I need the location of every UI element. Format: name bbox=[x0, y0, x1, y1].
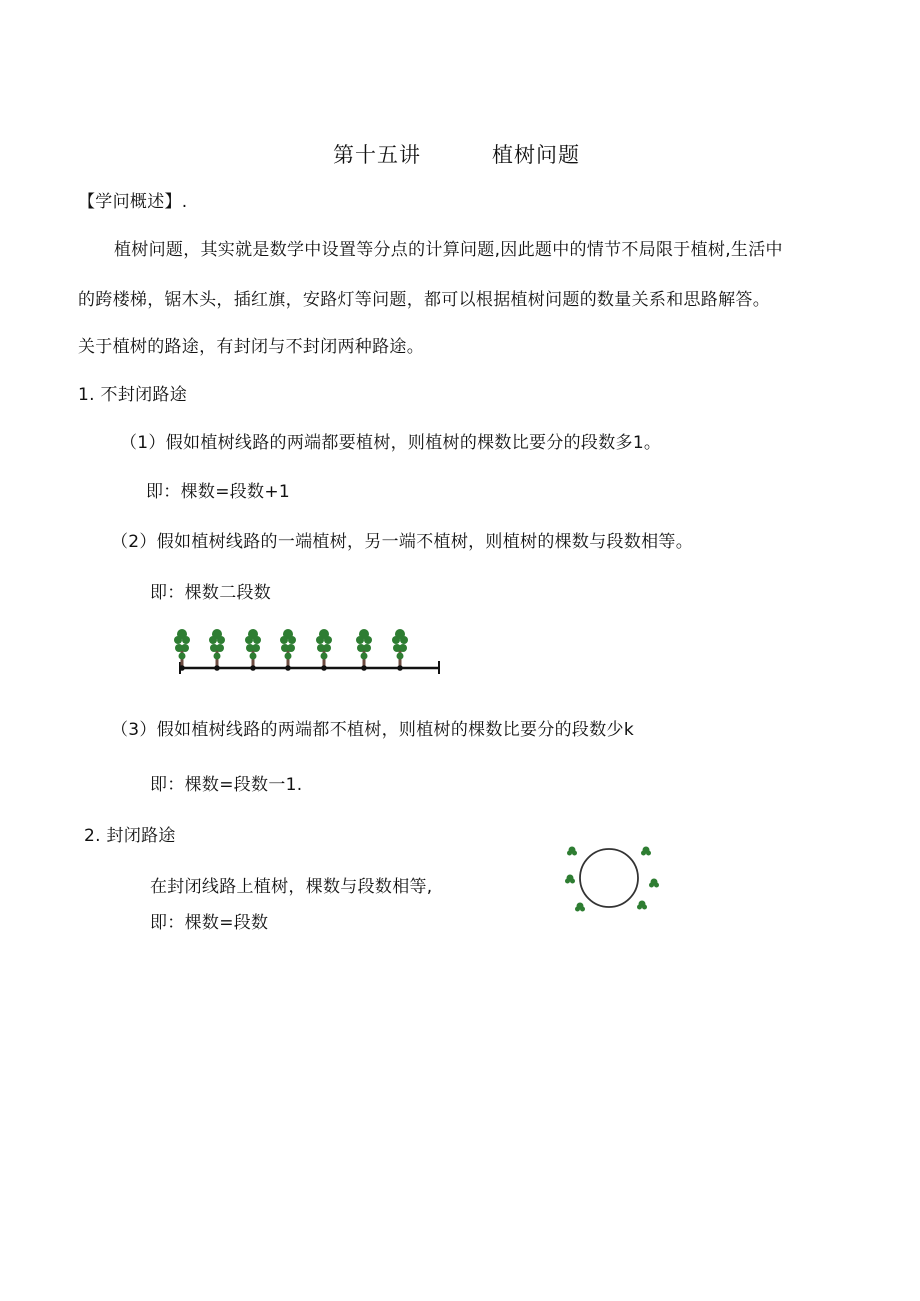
section-heading: 【学问概述】. bbox=[78, 192, 188, 212]
tree-icon bbox=[245, 629, 261, 671]
page-title-part2: 植树问题 bbox=[492, 143, 580, 167]
tree-line-figure bbox=[170, 628, 445, 676]
tree-icon bbox=[565, 875, 575, 884]
trees bbox=[174, 629, 408, 671]
open-path-heading: 1. 不封闭路途 bbox=[78, 385, 188, 405]
closed-path-heading: 2. 封闭路途 bbox=[84, 826, 176, 846]
page-title-part1: 第十五讲 bbox=[333, 143, 421, 167]
intro-line-2: 的跨楼梯，锯木头，插红旗，安路灯等问题，都可以根据植树问题的数量关系和思路解答。 bbox=[78, 290, 770, 310]
tree-icon bbox=[641, 847, 651, 856]
tree-icon bbox=[649, 879, 659, 888]
tree-icon bbox=[316, 629, 332, 671]
tree-icon bbox=[280, 629, 296, 671]
case2-formula: 即：棵数二段数 bbox=[150, 583, 272, 603]
case3-formula: 即：棵数=段数一1. bbox=[150, 775, 303, 795]
closed-path-circle bbox=[580, 849, 638, 907]
intro-line-1: 植树问题，其实就是数学中设置等分点的计算问题,因此题中的情节不局限于植树,生活中 bbox=[114, 240, 783, 260]
circle-trees bbox=[565, 847, 659, 912]
tree-icon bbox=[356, 629, 372, 671]
tree-icon bbox=[209, 629, 225, 671]
closed-path-text: 在封闭线路上植树，棵数与段数相等, bbox=[150, 877, 433, 897]
case1-formula: 即：棵数=段数+1 bbox=[146, 482, 291, 502]
tree-icon bbox=[575, 903, 585, 912]
tree-circle-figure bbox=[562, 842, 664, 914]
case2-text: （2）假如植树线路的一端植树，另一端不植树，则植树的棵数与段数相等。 bbox=[111, 532, 694, 552]
closed-path-formula: 即：棵数=段数 bbox=[150, 913, 269, 933]
case3-text: （3）假如植树线路的两端都不植树，则植树的棵数比要分的段数少k bbox=[111, 720, 634, 740]
intro-line-3: 关于植树的路途，有封闭与不封闭两种路途。 bbox=[78, 337, 424, 357]
tree-icon bbox=[392, 629, 408, 671]
tree-icon bbox=[174, 629, 190, 671]
tree-icon bbox=[637, 901, 647, 910]
tree-icon bbox=[567, 847, 577, 856]
case1-text: （1）假如植树线路的两端都要植树，则植树的棵数比要分的段数多1。 bbox=[120, 433, 662, 453]
